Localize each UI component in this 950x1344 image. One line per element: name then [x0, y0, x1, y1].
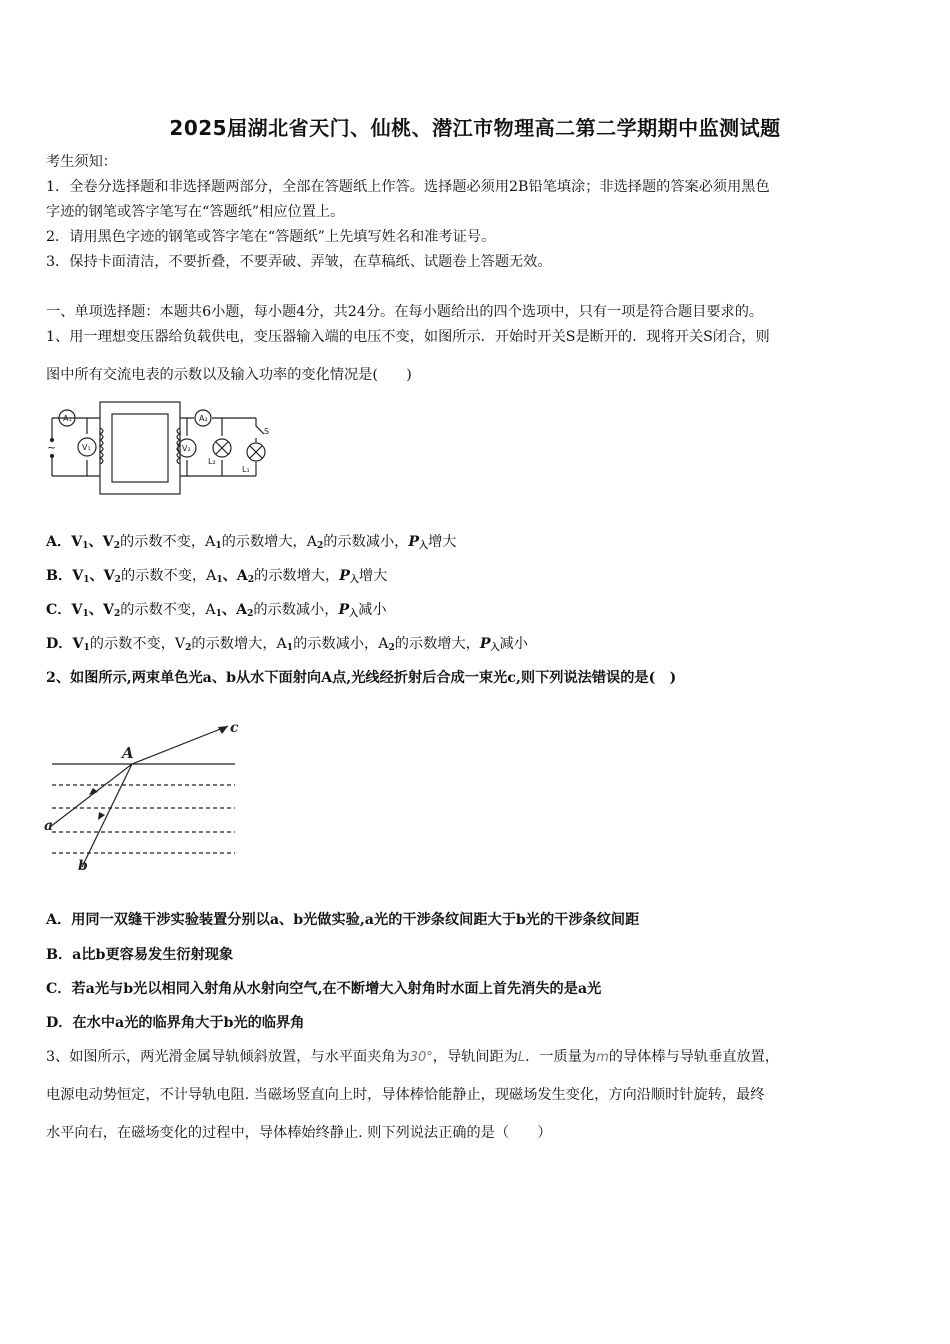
- mass-symbol: m: [596, 1050, 609, 1065]
- q3-stem-line1: 3、如图所示，两光滑金属导轨倾斜放置，与水平面夹角为30°，导轨间距为L．一质量为m的导体棒与导轨垂直放置，: [46, 1049, 780, 1065]
- label-ac-source: ~: [47, 441, 57, 454]
- label-v2: V₂: [182, 444, 191, 453]
- q2-stem: 2、如图所示,两束单色光a、b从水下面射向A点,光线经折射后合成一束光c,则下列说法错误的是( ): [46, 670, 677, 686]
- label-ray-a: a: [44, 818, 54, 834]
- angle-value: 30°: [409, 1050, 433, 1065]
- q3-stem-line2: 电源电动势恒定，不计导轨电阻. 当磁场竖直向上时，导体棒恰能静止，现磁场发生变化，方向沿顺时针旋转，最终: [46, 1087, 765, 1103]
- q2-option-d[interactable]: D．在水中a光的临界角大于b光的临界角: [46, 1015, 305, 1031]
- q3-stem-line3: 水平向右，在磁场变化的过程中，导体棒始终静止. 则下列说法正确的是（ ）: [46, 1125, 552, 1141]
- refraction-figure: [40, 712, 250, 877]
- q2-option-b[interactable]: B．a比b更容易发生衍射现象: [46, 947, 234, 963]
- notice-item-3: 3．保持卡面清洁，不要折叠，不要弄破、弄皱，在草稿纸、试题卷上答题无效。: [46, 254, 552, 270]
- water-dashes: [52, 785, 235, 853]
- ray-b: [82, 764, 132, 867]
- q2-option-a[interactable]: A．用同一双缝干涉实验装置分别以a、b光做实验,a光的干涉条纹间距大于b光的干涉条纹间距: [46, 912, 640, 928]
- q1-option-b[interactable]: B．$V_1$、$V_2$的示数不变，$A_1$、$A_2$的示数增大，$P_入$增大: [46, 568, 388, 585]
- notice-item-1b: 字迹的钢笔或答字笔写在“答题纸”相应位置上。: [46, 204, 345, 220]
- notice-heading: 考生须知：: [46, 154, 117, 170]
- q1-option-c[interactable]: C．$V_1$、$V_2$的示数不变，$A_1$、$A_2$的示数减小，$P_入$减小: [46, 602, 387, 619]
- q1-stem-line1: 1、用一理想变压器给负载供电，变压器输入端的电压不变，如图所示．开始时开关S是断开的．现将开关S闭合，则: [46, 329, 770, 345]
- arrow-b: [98, 812, 105, 820]
- ray-a: [50, 764, 132, 827]
- label-l2: L₂: [208, 457, 216, 466]
- exam-title: 2025届湖北省天门、仙桃、潜江市物理高二第二学期期中监测试题: [169, 116, 781, 140]
- q1-option-a[interactable]: A．$V_1$、$V_2$的示数不变，$A_1$的示数增大，$A_2$的示数减小，$P_入$增大: [46, 534, 457, 551]
- label-a2: A₂: [199, 414, 208, 423]
- label-ray-c: c: [230, 720, 239, 736]
- transformer-circuit-figure: [42, 398, 282, 498]
- label-point-a: A: [122, 744, 134, 762]
- rail-spacing-symbol: L: [517, 1050, 526, 1065]
- label-v1: V₁: [82, 443, 91, 452]
- label-l1: L₁: [242, 465, 250, 474]
- label-s: S: [264, 427, 270, 436]
- notice-item-1a: 1．全卷分选择题和非选择题两部分，全部在答题纸上作答。选择题必须用2B铅笔填涂；非选择题的答案必须用黑色: [46, 179, 770, 195]
- q1-stem-line2: 图中所有交流电表的示数以及输入功率的变化情况是( ): [46, 367, 412, 383]
- notice-item-2: 2．请用黑色字迹的钢笔或答字笔在“答题纸”上先填写姓名和准考证号。: [46, 229, 496, 245]
- core-inner: [112, 414, 168, 482]
- q1-option-d[interactable]: D．$V_1$的示数不变，$V_2$的示数增大，$A_1$的示数减小，$A_2$的示数增大，$P_入$减小: [46, 636, 528, 653]
- q2-option-c[interactable]: C．若a光与b光以相同入射角从水射向空气,在不断增大入射角时水面上首先消失的是a光: [46, 981, 602, 997]
- ray-c: [132, 726, 228, 764]
- label-ray-b: b: [78, 858, 88, 874]
- section-heading: 一、单项选择题：本题共6小题，每小题4分，共24分。在每小题给出的四个选项中，只有一项是符合题目要求的。: [46, 304, 764, 320]
- label-a1: A₁: [63, 414, 72, 423]
